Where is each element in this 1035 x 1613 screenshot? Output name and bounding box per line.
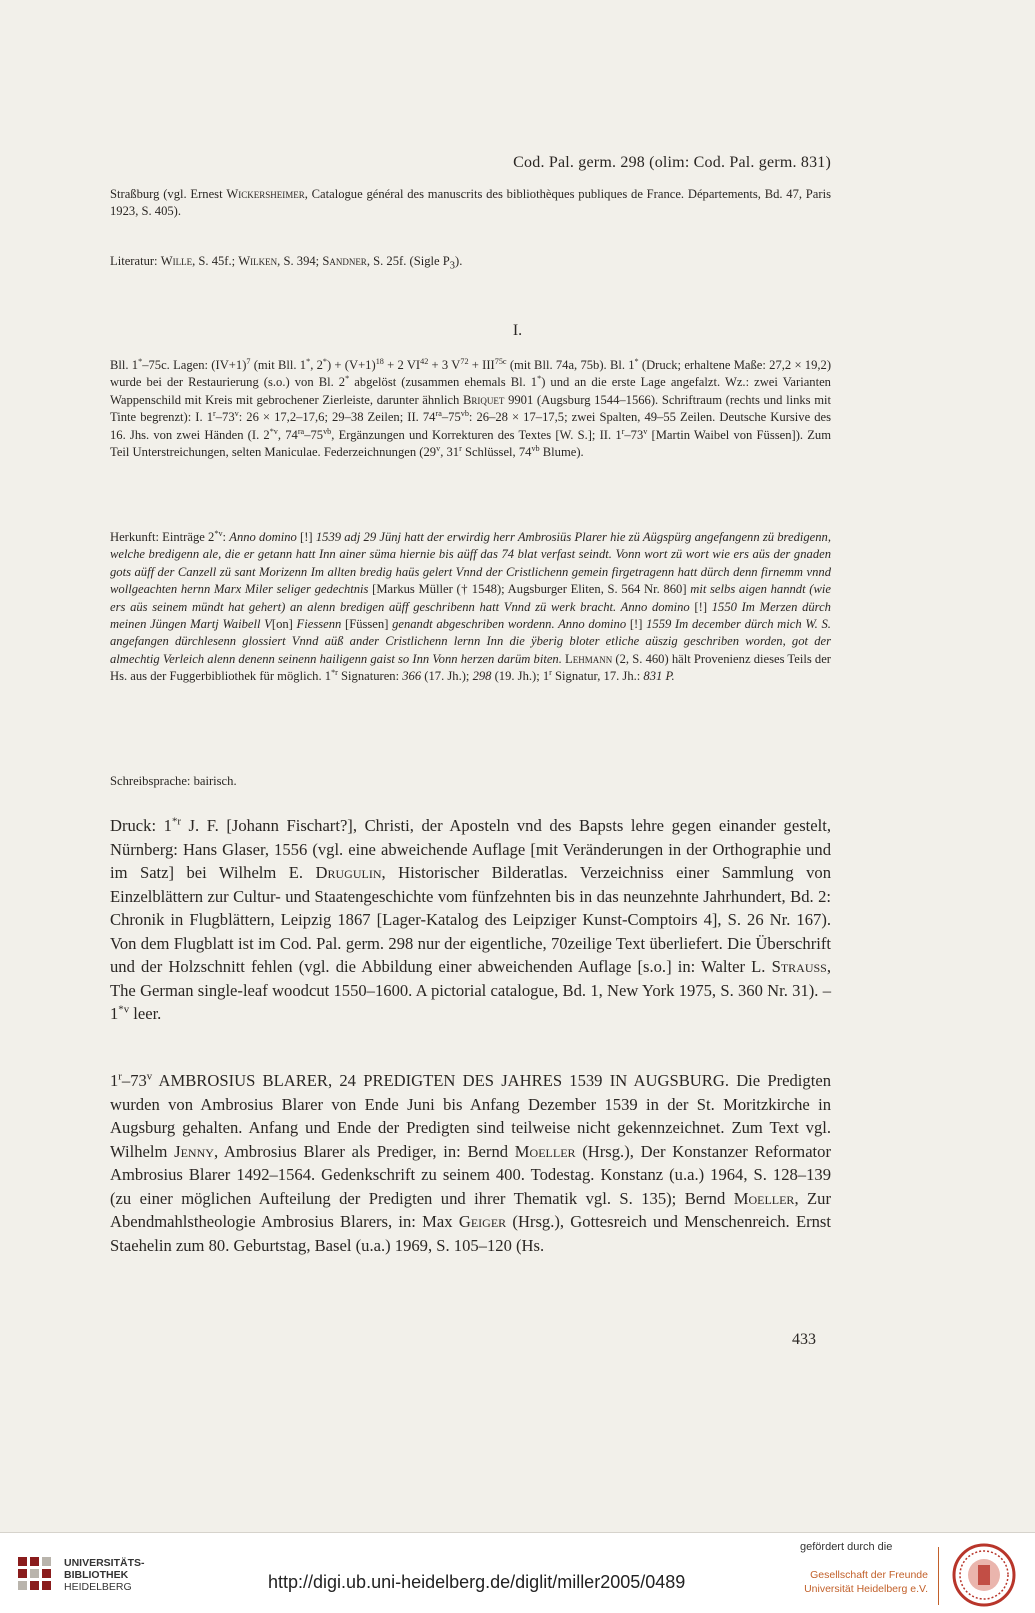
funded-by-label: gefördert durch die <box>800 1541 893 1553</box>
literatur-line: Literatur: Wille, S. 45f.; Wilken, S. 394; Sandner, S. 25f. (Sigle $P_3$). <box>110 254 463 272</box>
university-seal-icon <box>952 1543 1016 1607</box>
footer-divider <box>938 1547 939 1605</box>
ub-heidelberg-logo-icon <box>14 1553 58 1597</box>
schreibsprache-line: Schreibsprache: bairisch. <box>110 774 237 788</box>
society-name: Gesellschaft der Freunde Universität Heidelberg e.V. <box>804 1569 928 1595</box>
ambrosius-blarer-paragraph: 1$^r$–73$^v$ AMBROSIUS BLARER, 24 PREDIGTEN DES JAHRES 1539 IN AUGSBURG. Die Predigten wurden von Ambrosius Blarer von Ende Juni bis Anfang Dezember 1539 in der St. Moritzkirche in Augsburg gehalten. Anfang und Ende der Predigten sind teilweise nicht gekennzeichnet. Zum Text vgl. Wilhelm Jenny, Ambrosius Blarer als Prediger, in: Bernd Moeller (Hrsg.), Der Konstanzer Reformator Ambrosius Blarer 1492–1564. Gedenkschrift zu seinem 400. Todestag. Konstanz (u.a.) 1964, S. 128–139 (zu einer möglichen Aufteilung der Predigten und ihrer Thematik vgl. S. 135); Bernd Moeller, Zur Abendmahlstheologie Ambrosius Blarers, in: Max Geiger (Hrsg.), Gottesreich und Menschenreich. Ernst Staehelin zum 80. Geburtstag, Basel (u.a.) 1969, S. 105–120 (Hs. <box>110 1070 831 1255</box>
section-numeral: I. <box>512 322 523 339</box>
codicology-paragraph: Bll. 1*–75c. Lagen: $(IV+1)^7$ (mit Bll. 1*, $2^*) + (V+1)^{18} + 2$ $VI^{42} + 3$ $V^{72} + III^{75c}$ (mit Bll. 74a, 75b). Bl. 1* (Druck; erhaltene Maße: 27,2 × 19,2) wurde bei der Restaurierung (s.o.) von Bl. 2* abgelöst (zusammen ehemals Bl. 1*) und an die erste Lage angefalzt. Wz.: zwei Varianten Wappenschild mit Kreis mit gebrochener Zierleiste, darunter ähnlich Briquet 9901 (Augsburg 1544–1566). Schriftraum (rechts und links mit Tinte begrenzt): I. 1$^r$–73$^v$: 26 × 17,2–17,6; 29–38 Zeilen; II. $74^{ra}-75^{vb}$: 26–28 × 17–17,5; zwei Spalten, 49–55 Zeilen. Deutsche Kursive des 16. Jhs. von zwei Händen (I. 2$^{*v}$, $74^{ra}-75^{vb}$, Ergänzungen und Korrekturen des Textes [W. S.]; II. 1$^r$–73$^v$ [Martin Waibel von Füssen]). Zum Teil Unterstreichungen, selten Maniculae. Federzeichnungen (29$^v$, 31$^r$ Schlüssel, $74^{vb}$ Blume). <box>110 356 832 460</box>
herkunft-paragraph: Herkunft: Einträge 2$^{*v}$: Anno domino [!] 1539 adj 29 Jünj hatt der erwirdig herr Ambrosiüs Plarer hie zü Aügspürg angefangenn zü bredigenn, welche bredigenn ale, die er getann hatt Inn ainer süma hiernie bis aüff das 74 blat verfast seindt. Vonn wort zü wort wie ers aüs der gnaden gots aüff der Canzell zü sant Morizenn Im allten bredig haüs gelert Vnnd der Cristlichenn gemein firgetragenn hatt dürch denn firnemm vnnd wollgeachten hernn Marx Miler seliger gedechtnis [Markus Müller († 1548); Augsburger Eliten, S. 564 Nr. 860] mit selbs aigen hanndt (wie ers aüs seinem mündt hat gehert) an alenn bredigen aüff geschribenn hatt Vnnd zü werk bracht. Anno domino [!] 1550 Im Merzen dürch meinen Jüngen Martj Waibell V[on] Fiessenn [Füssen] genandt abgeschriben wordenn. Anno domino [!] 1559 Im december dürch mich W. S. angefangen dürchlesenn glossiert Vnnd aüß ander Cristlichenn lernn Inn die ÿberig bloter etliche aüszig geschriben worden, got der almechtig Verleich alenn denenn seinenn hailigenn gaist so Inn Vonn herzen darüm biten. Lehmann (2, S. 460) hält Provenienz dieses Teils der Hs. aus der Fuggerbibliothek für möglich. 1$^{*r}$ Signaturen: 366 (17. Jh.); 298 (19. Jh.); 1$^r$ Signatur, 17. Jh.: 831 P. <box>110 528 831 684</box>
library-name: UNIVERSITÄTS- BIBLIOTHEK HEIDELBERG <box>64 1557 145 1593</box>
footer-bar <box>0 1532 1035 1613</box>
druck-paragraph: Druck: 1$^{*r}$ J. F. [Johann Fischart?], Christi, der Aposteln vnd des Bapsts lehre gegen einander gestelt, Nürnberg: Hans Glaser, 1556 (vgl. eine abweichende Auflage [mit Veränderungen in der Orthographie und im Satz] bei Wilhelm E. Drugulin, Historischer Bilderatlas. Verzeichniss einer Sammlung von Einzelblättern zur Cultur- und Staatengeschichte vom fünfzehnten bis in das neunzehnte Jahrhundert, Bd. 2: Chronik in Flugblättern, Leipzig 1867 [Lager-Katalog des Leipziger Kunst-Comptoirs 4], S. 26 Nr. 167). Von dem Flugblatt ist im Cod. Pal. germ. 298 nur der eigentliche, 70zeilige Text überliefert. Die Überschrift und der Holzschnitt fehlen (vgl. die Abbildung einer abweichenden Auflage [s.o.] in: Walter L. Strauss, The German single-leaf woodcut 1550–1600. A pictorial catalogue, Bd. 1, New York 1975, S. 360 Nr. 31). – 1$^{*v}$ leer. <box>110 815 831 1023</box>
page-number: 433 <box>792 1331 816 1348</box>
provenance-note: Straßburg (vgl. Ernest Wickersheimer, Catalogue général des manuscrits des bibliothèques publiques de France. Départements, Bd. 47, Paris 1923, S. 405). <box>110 187 831 219</box>
running-head: Cod. Pal. germ. 298 (olim: Cod. Pal. germ. 831) <box>513 154 831 171</box>
permalink-url[interactable]: http://digi.ub.uni-heidelberg.de/diglit/miller2005/0489 <box>268 1572 686 1592</box>
